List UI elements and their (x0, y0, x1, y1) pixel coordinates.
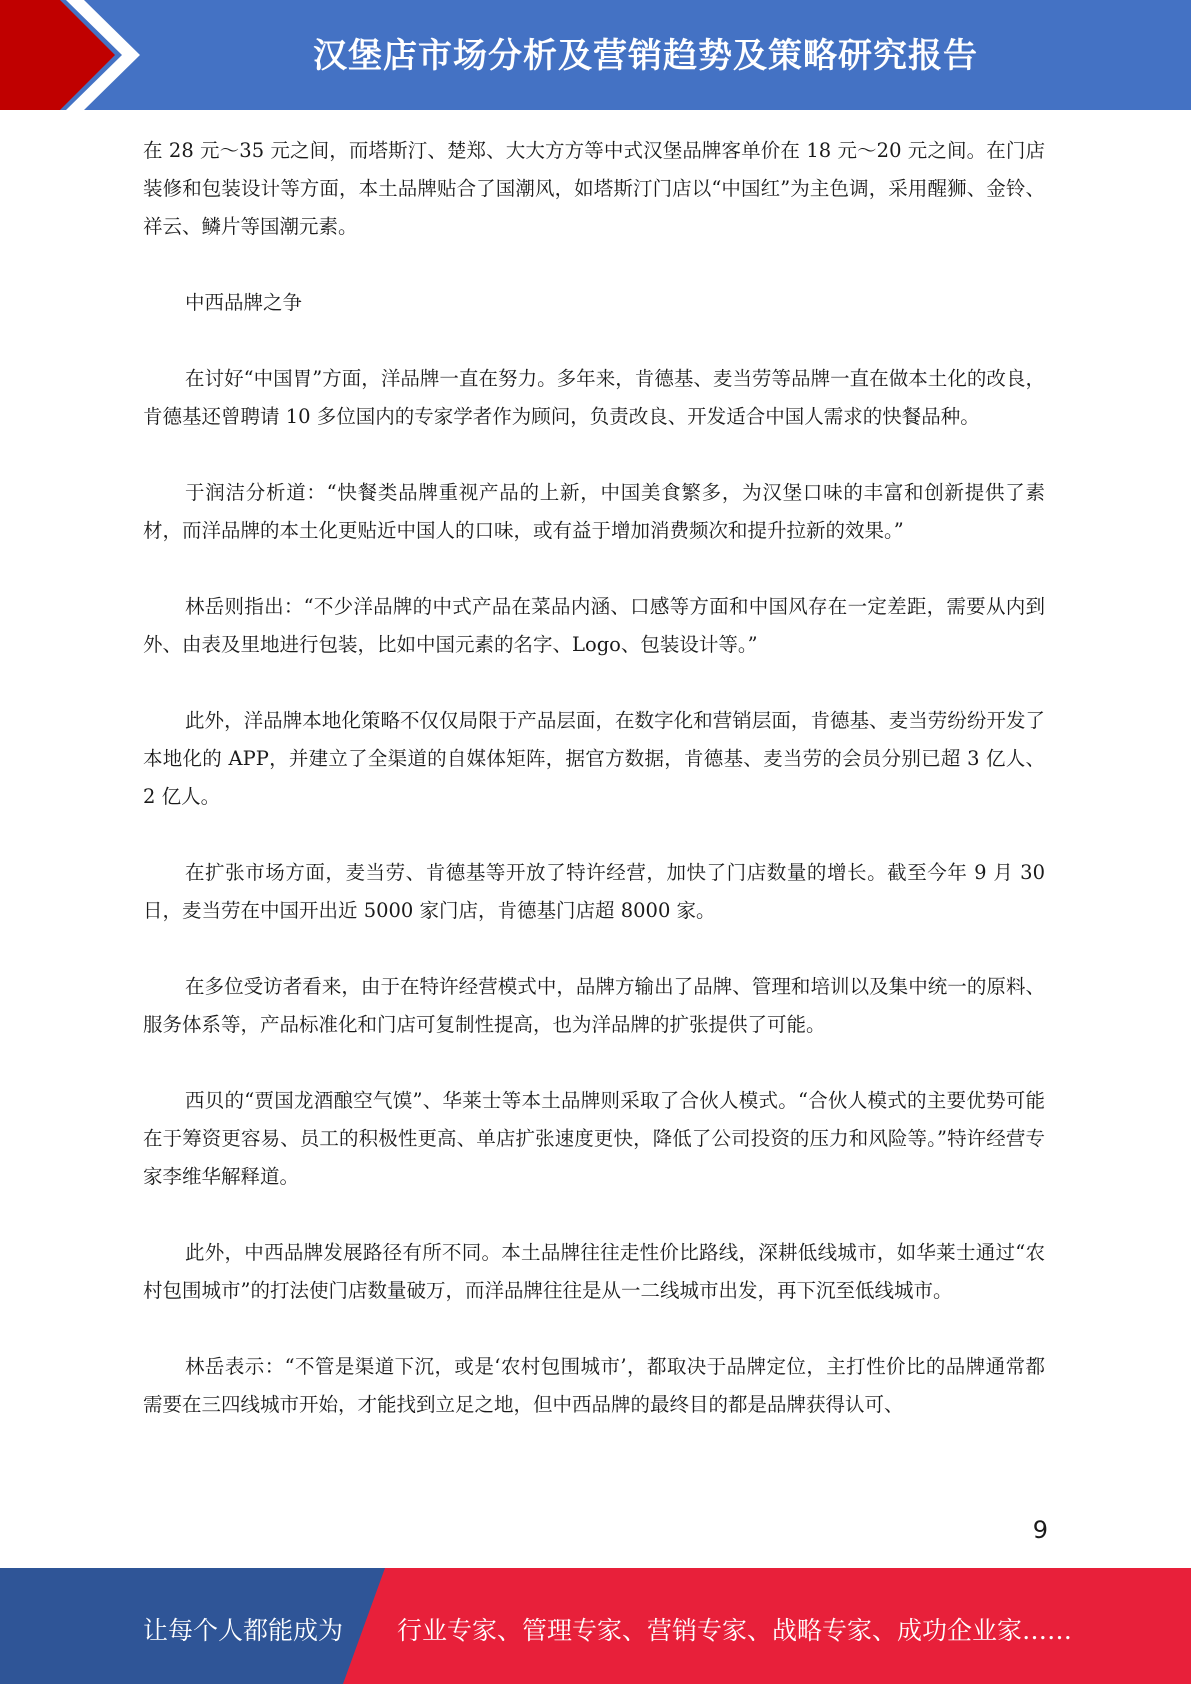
paragraph: 此外，中西品牌发展路径有所不同。本土品牌往往走性价比路线，深耕低线城市，如华莱士通过“农村包围城市”的打法使门店数量破万，而洋品牌往往是从一二线城市出发，再下沉至低线城市。 (143, 1241, 1045, 1302)
paragraph: 在扩张市场方面，麦当劳、肯德基等开放了特许经营，加快了门店数量的增长。截至今年 9 月 30 日，麦当劳在中国开出近 5000 家门店，肯德基门店超 8000 家。 (143, 861, 1045, 922)
footer-slogan-left: 让每个人都能成为 (143, 1616, 344, 1645)
paragraph: 于润洁分析道：“快餐类品牌重视产品的上新，中国美食繁多，为汉堡口味的丰富和创新提供了素材，而洋品牌的本土化更贴近中国人的口味，或有益于增加消费频次和提升拉新的效果。” (143, 481, 1045, 542)
page-number: 9 (1032, 1516, 1048, 1544)
page-header (0, 0, 1191, 110)
paragraph: 此外，洋品牌本地化策略不仅仅局限于产品层面，在数字化和营销层面，肯德基、麦当劳纷纷开发了本地化的 APP，并建立了全渠道的自媒体矩阵，据官方数据，肯德基、麦当劳的会员分别已超 3 亿人、2 亿人。 (143, 709, 1045, 808)
report-title: 汉堡店市场分析及营销趋势及策略研究报告 (313, 36, 978, 76)
paragraph: 在 28 元～35 元之间，而塔斯汀、楚郑、大大方方等中式汉堡品牌客单价在 18 元～20 元之间。在门店装修和包装设计等方面，本土品牌贴合了国潮风，如塔斯汀门店以“中国红”为主色调，采用醒狮、金铃、祥云、鳞片等国潮元素。 (143, 139, 1045, 238)
header-chevron-decoration (0, 0, 160, 110)
paragraph: 在多位受访者看来，由于在特许经营模式中，品牌方输出了品牌、管理和培训以及集中统一的原料、服务体系等，产品标准化和门店可复制性提高，也为洋品牌的扩张提供了可能。 (143, 975, 1045, 1036)
paragraph: 林岳则指出：“不少洋品牌的中式产品在菜品内涵、口感等方面和中国风存在一定差距，需要从内到外、由表及里地进行包装，比如中国元素的名字、Logo、包装设计等。” (143, 595, 1045, 656)
paragraph: 西贝的“贾国龙酒酿空气馍”、华莱士等本土品牌则采取了合伙人模式。“合伙人模式的主要优势可能在于筹资更容易、员工的积极性更高、单店扩张速度更快，降低了公司投资的压力和风险等。”特许经营专家李维华解释道。 (143, 1089, 1045, 1188)
document-body (143, 132, 1045, 1462)
footer-slogan-right: 行业专家、管理专家、营销专家、战略专家、成功企业家…… (397, 1616, 1073, 1645)
page-footer (0, 1568, 1191, 1684)
paragraph: 在讨好“中国胃”方面，洋品牌一直在努力。多年来，肯德基、麦当劳等品牌一直在做本土化的改良，肯德基还曾聘请 10 多位国内的专家学者作为顾问，负责改良、开发适合中国人需求的快餐品种。 (143, 367, 1045, 428)
paragraph: 林岳表示：“不管是渠道下沉，或是‘农村包围城市’，都取决于品牌定位，主打性价比的品牌通常都需要在三四线城市开始，才能找到立足之地，但中西品牌的最终目的都是品牌获得认可、 (143, 1355, 1045, 1416)
section-heading: 中西品牌之争 (185, 291, 303, 314)
